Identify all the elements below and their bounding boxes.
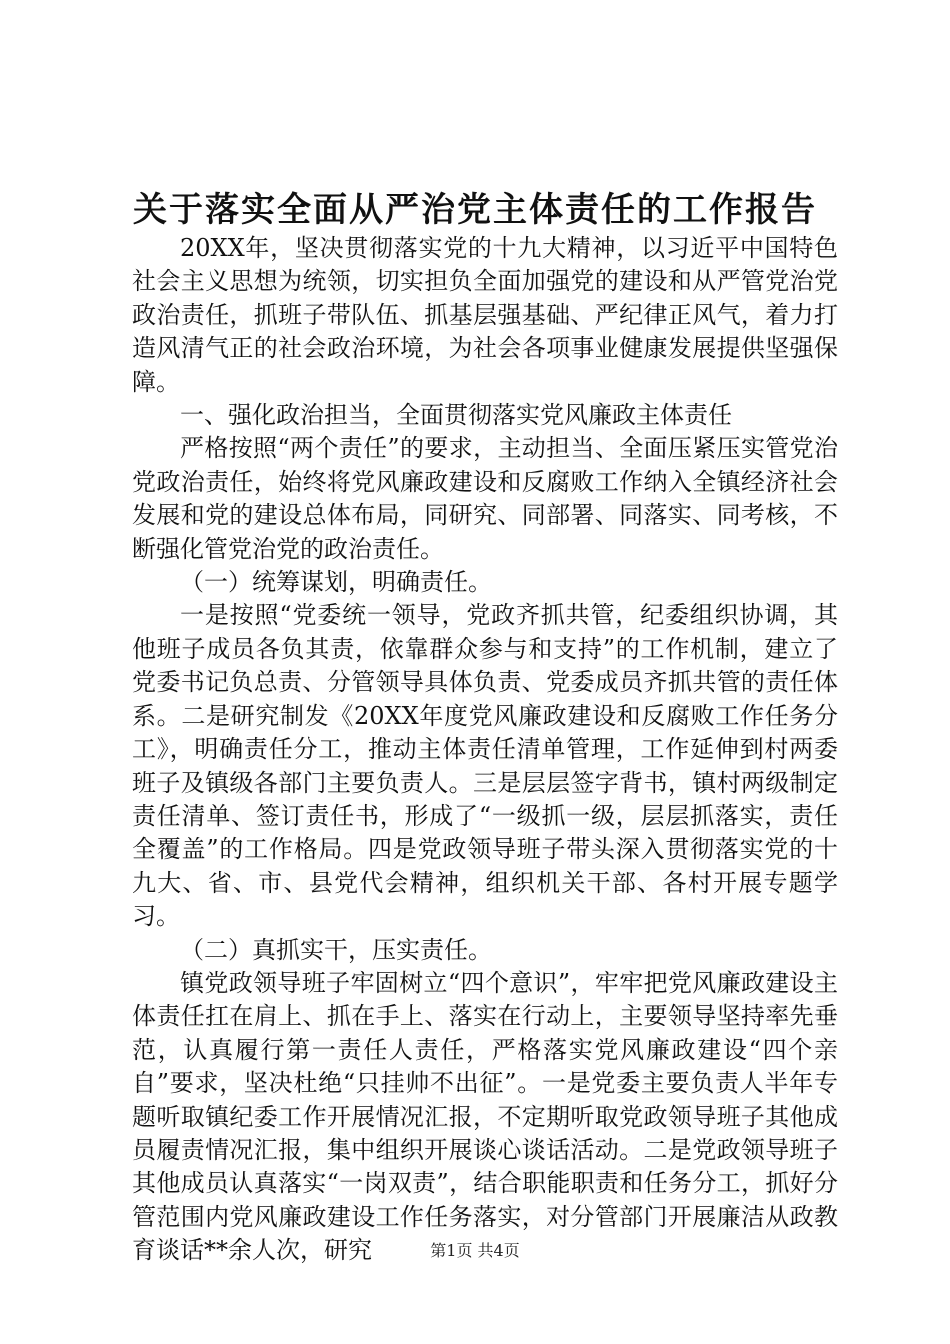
paragraph-intro: 20XX年，坚决贯彻落实党的十九大精神，以习近平中国特色社会主义思想为统领，切实担负全面加强党的建设和从严管党治党政治责任，抓班子带队伍、抓基层强基础、严纪律正风气，着力打造风清气正的社会政治环境，为社会各项事业健康发展提供坚强保障。 [132, 234, 838, 396]
section-heading-1: 一、强化政治担当，全面贯彻落实党风廉政主体责任 [180, 401, 732, 430]
page-number: 第1页 共4页 [430, 1241, 520, 1260]
document-body [132, 232, 838, 1268]
subheading-2: （二）真抓实干，压实责任。 [180, 935, 492, 964]
paragraph-subsection-2: 镇党政领导班子牢固树立“四个意识”，牢牢把党风廉政建设主体责任扛在肩上、抓在手上、落实在行动上，主要领导坚持率先垂范，认真履行第一责任人责任，严格落实党风廉政建设“四个亲自”要求，坚决杜绝“只挂帅不出征”。一是党委主要负责人半年专题听取镇纪委工作开展情况汇报，不定期听取党政领导班子其他成员履责情况汇报，集中组织开展谈心谈话活动。二是党政领导班子其他成员认真落实“一岗双责”，结合职能职责和任务分工，抓好分管范围内党风廉政建设工作任务落实，对分管部门开展廉洁从政教育谈话**余人次，研究 [132, 968, 838, 1265]
paragraph-section-1: 严格按照“两个责任”的要求，主动担当、全面压紧压实管党治党政治责任，始终将党风廉政建设和反腐败工作纳入全镇经济社会发展和党的建设总体布局，同研究、同部署、同落实、同考核，不断强化管党治党的政治责任。 [132, 434, 838, 563]
document-title: 关于落实全面从严治党主体责任的工作报告 [133, 190, 817, 230]
paragraph-subsection-1: 一是按照“党委统一领导，党政齐抓共管，纪委组织协调，其他班子成员各负其责，依靠群众参与和支持”的工作机制，建立了党委书记负总责、分管领导具体负责、党委成员齐抓共管的责任体系。二是研究制发《20XX年度党风廉政建设和反腐败工作任务分工》，明确责任分工，推动主体责任清单管理，工作延伸到村两委班子及镇级各部门主要负责人。三是层层签字背书，镇村两级制定责任清单、签订责任书，形成了“一级抓一级，层层抓落实，责任全覆盖”的工作格局。四是党政领导班子带头深入贯彻落实党的十九大、省、市、县党代会精神，组织机关干部、各村开展专题学习。 [132, 601, 838, 931]
subheading-1: （一）统筹谋划，明确责任。 [180, 568, 492, 597]
